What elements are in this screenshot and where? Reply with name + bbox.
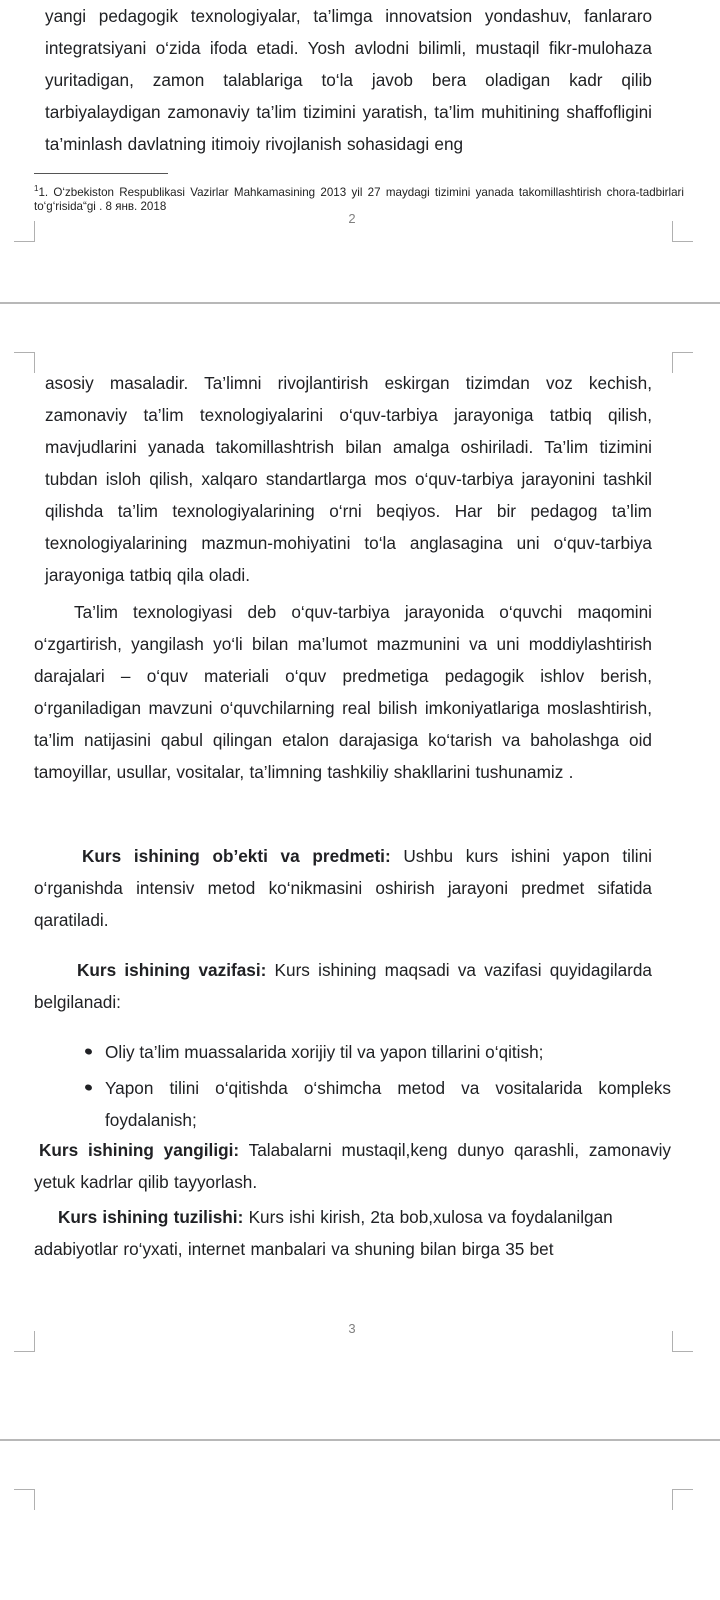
margin-corner-mark	[14, 1331, 35, 1352]
object-paragraph	[34, 840, 652, 936]
page-3	[0, 1441, 720, 1600]
body-paragraph: Ta’lim texnologiyasi deb o‘quv-tarbiya jarayonida o‘quvchi maqomini o‘zgartirish, yangilash yo‘li bilan ma’lumot mazmunini va uni moddiylashtirish darajalari – o‘quv materiali o‘quv predmetiga pedagogik ishlov berish, o‘rganiladigan mavzuni o‘quvchilarning real bilish imkoniyatlariga moslashtirish, ta’lim natijasini qabul qilingan etalon darajasiga ko‘tarish va baholashga oid tamoyillar, usullar, vositalar, ta’limning tashkiliy shakllarini tushunamiz .	[34, 602, 652, 782]
structure-text: Kurs ishi kirish, 2ta bob,xulosa va foydalanilgan adabiyotlar ro‘yxati, internet manbalari va shuning bilan birga 35 bet	[34, 1207, 613, 1259]
page-1	[0, 0, 720, 302]
footnote-mark: 1	[34, 184, 39, 193]
bullet-icon	[84, 1084, 93, 1092]
footnote-separator	[34, 173, 168, 174]
margin-corner-mark	[672, 221, 693, 242]
object-text: Ushbu kurs ishini yapon tilini o‘rganishda intensiv metod ko‘nikmasini oshirish jarayoni predmet sifatida qaratiladi.	[34, 846, 652, 930]
page-2	[0, 304, 720, 1439]
margin-corner-mark	[14, 352, 35, 373]
bullet-icon	[84, 1048, 93, 1056]
body-paragraph: yangi pedagogik texnologiyalar, ta’limga innovatsion yondashuv, fanlararo integratsiyani o‘zida ifoda etadi. Yosh avlodni bilimli, mustaqil fikr-mulohaza yuritadigan, zamon talablariga to‘la javob bera oladigan kadr qilib tarbiyalaydigan zamonaviy ta’lim tizimini yaratish, ta’lim muhitining shaffofligini ta’minlash davlatning itimoiy rivojlanish sohasidagi eng	[45, 6, 652, 154]
structure-label: Kurs ishining tuzilishi:	[58, 1207, 244, 1227]
page-number: 2	[348, 211, 356, 226]
margin-corner-mark	[672, 352, 693, 373]
body-paragraph: asosiy masaladir. Ta’limni rivojlantirish eskirgan tizimdan voz kechish, zamonaviy ta’lim texnologiyalarini o‘quv-tarbiya jarayoniga tatbiq qilish, mavjudlarini yanada takomillashtrish bilan amalga oshiriladi. Ta’lim tizimini tubdan isloh qilish, xalqaro standartlarga mos o‘quv-tarbiya jarayonini tashkil qilishda ta’lim texnologiyalarining o‘rni beqiyos. Har bir pedagog ta’lim texnologiyalarining mazmun-mohiyatini to‘la anglasagina uni o‘quv-tarbiya jarayoniga tatbiq qila oladi.	[45, 373, 652, 585]
task-list	[105, 1036, 671, 1140]
margin-corner-mark	[14, 1489, 35, 1510]
margin-corner-mark	[672, 1489, 693, 1510]
footnote	[34, 182, 684, 214]
structure-paragraph	[34, 1201, 634, 1265]
list-item: Oliy ta’lim muassalarida xorijiy til va yapon tillarini o‘qitish;	[105, 1036, 671, 1068]
task-paragraph	[34, 954, 652, 1018]
margin-corner-mark	[672, 1331, 693, 1352]
page-number: 3	[348, 1321, 356, 1336]
task-text: Kurs ishining maqsadi va vazifasi quyidagilarda belgilanadi:	[34, 960, 652, 1012]
novelty-paragraph	[34, 1134, 671, 1198]
novelty-text: Talabalarni mustaqil,keng dunyo qarashli, zamonaviy yetuk kadrlar qilib tayyorlash.	[34, 1140, 671, 1192]
list-item: Yapon tilini o‘qitishda o‘shimcha metod va vositalarida kompleks foydalanish;	[105, 1072, 671, 1136]
novelty-label: Kurs ishining yangiligi:	[39, 1140, 240, 1160]
object-label: Kurs ishining ob’ekti va predmeti:	[82, 846, 391, 866]
margin-corner-mark	[14, 221, 35, 242]
footnote-text: 1. O‘zbekiston Respublikasi Vazirlar Mahkamasining 2013 yil 27 maydagi tizimini yanada takomillashtirish chora-tadbirlari to‘g‘risida“gi . 8 янв. 2018	[34, 185, 684, 213]
task-label: Kurs ishining vazifasi:	[77, 960, 267, 980]
